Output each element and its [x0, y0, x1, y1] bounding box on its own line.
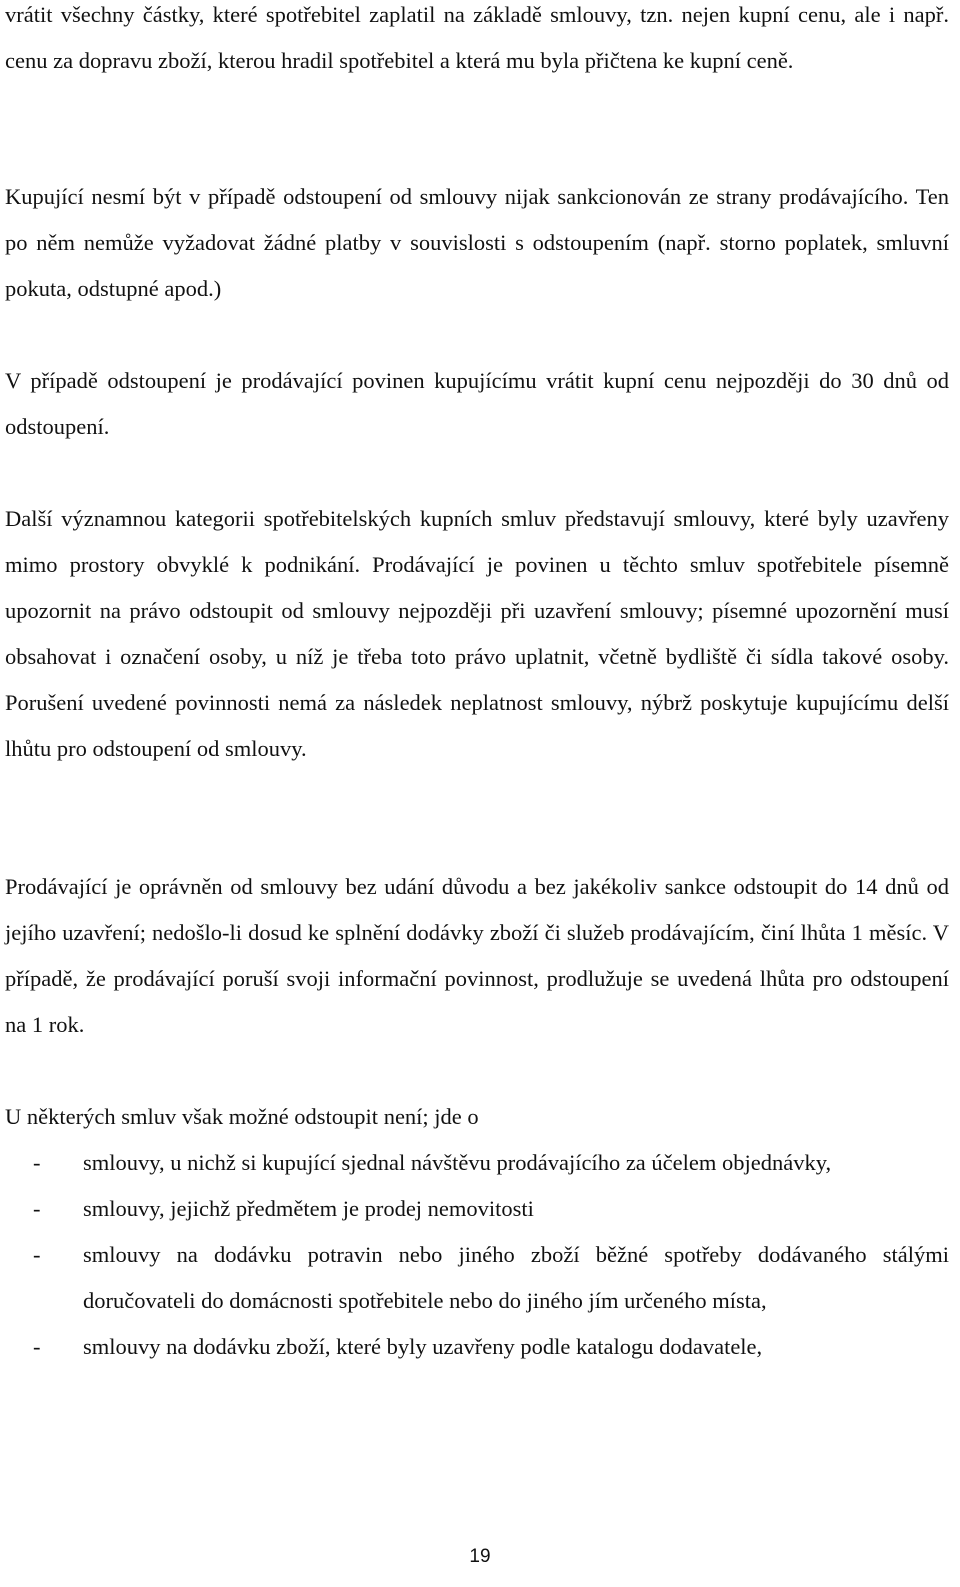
- paragraph-withdrawal-period: Prodávající je oprávněn od smlouvy bez udání důvodu a bez jakékoliv sankce odstoupit do 14 dnů od jejího uzavření; nedošlo-li dosud ke splnění dodávky zboží či služeb prodávajícím, činí lhůta 1 měsíc. V případě, že prodávající poruší svoji informační povinnost, prodlužuje se uvedená lhůta pro odstoupení na 1 rok.: [5, 874, 949, 1037]
- list-item: [5, 1232, 949, 1324]
- list-dash-marker: -: [33, 1196, 41, 1221]
- paragraph-no-sanctions: Kupující nesmí být v případě odstoupení od smlouvy nijak sankcionován ze strany prodávajícího. Ten po něm nemůže vyžadovat žádné platby v souvislosti s odstoupením (např. storno poplatek, smluvní pokuta, odstupné apod.): [5, 184, 949, 301]
- paragraph-exceptions-intro: U některých smluv však možné odstoupit není; jde o: [5, 1104, 479, 1129]
- list-dash-marker: -: [33, 1334, 41, 1359]
- paragraph-refund-amounts: vrátit všechny částky, které spotřebitel zaplatil na základě smlouvy, tzn. nejen kupní cenu, ale i např. cenu za dopravu zboží, kterou hradil spotřebitel a která mu byla přičtena ke kupní ceně.: [5, 2, 949, 73]
- list-dash-marker: -: [33, 1150, 41, 1175]
- paragraph-refund-deadline: V případě odstoupení je prodávající povinen kupujícímu vrátit kupní cenu nejpozději do 30 dnů od odstoupení.: [5, 368, 949, 439]
- list-item-text: smlouvy, jejichž předmětem je prodej nemovitosti: [83, 1196, 534, 1221]
- list-item: [5, 1324, 949, 1370]
- list-item: [5, 1186, 949, 1232]
- exceptions-list: [5, 1140, 949, 1370]
- list-item: [5, 1140, 949, 1186]
- list-item-text: smlouvy, u nichž si kupující sjednal návštěvu prodávajícího za účelem objednávky,: [83, 1150, 832, 1175]
- paragraph-off-premises-contracts: Další významnou kategorii spotřebitelských kupních smluv představují smlouvy, které byly uzavřeny mimo prostory obvyklé k podnikání. Prodávající je povinen u těchto smluv spotřebitele písemně upozornit na právo odstoupit od smlouvy nejpozději při uzavření smlouvy; písemné upozornění musí obsahovat i označení osoby, u níž je třeba toto právo uplatnit, včetně bydliště či sídla takové osoby. Porušení uvedené povinnosti nemá za následek neplatnost smlouvy, nýbrž poskytuje kupujícímu delší lhůtu pro odstoupení od smlouvy.: [5, 506, 949, 761]
- list-dash-marker: -: [33, 1242, 41, 1267]
- page-number: 19: [469, 1546, 491, 1567]
- list-item-text: smlouvy na dodávku potravin nebo jiného zboží běžné spotřeby dodávaného stálými doručovateli do domácnosti spotřebitele nebo do jiného jím určeného místa,: [83, 1242, 949, 1313]
- list-item-text: smlouvy na dodávku zboží, které byly uzavřeny podle katalogu dodavatele,: [83, 1334, 763, 1359]
